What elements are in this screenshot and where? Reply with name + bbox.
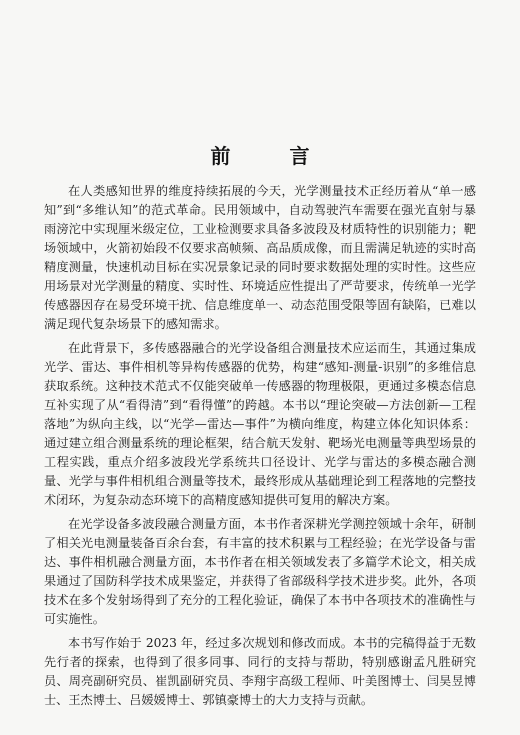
paragraph: 在光学设备多波段融合测量方面，本书作者深耕光学测控领域十余年，研制了相关光电测量装备百余台套，有丰富的技术积累与工程经验；在光学设备与雷达、事件相机融合测量方面，本书作者在相关领域发表了多篇学术论文，相关成果通过了国防科学技术成果鉴定，并获得了省部级科学技术进步奖。此外，各项技术在多个发射场得到了充分的工程化验证，确保了本书中各项技术的准确性与可实施性。 [44,517,476,626]
paragraph: 在此背景下，多传感器融合的光学设备组合测量技术应运而生，其通过集成光学、雷达、事件相机等异构传感器的优势，构建“感知-测量-识别”的多维信息获取系统。这种技术范式不仅能突破单一传感器的物理极限，更通过多模态信息互补实现了从“看得清”到“看得懂”的跨越。本书以“理论突破—方法创新—工程落地”为纵向主线，以“光学—雷达—事件”为横向维度，构建立体化知识体系：通过建立组合测量系统的理论框架，结合航天发射、靶场光电测量等典型场景的工程实践，重点介绍多波段光学系统共口径设计、光学与雷达的多模态融合测量、光学与事件相机组合测量等技术，最终形成从基础理论到工程落地的完整技术闭环，为复杂动态环境下的高精度感知提供可复用的解决方案。 [44,341,476,507]
preface-body [44,182,476,715]
paragraph: 在人类感知世界的维度持续拓展的今天，光学测量技术正经历着从“单一感知”到“多维认知”的范式革命。民用领域中，自动驾驶汽车需要在强光直射与暴雨滂沱中实现厘米级定位，工业检测要求具备多波段及材质特性的识别能力；靶场领域中，火箭初始段不仅要求高帧频、高品质成像，而且需满足轨迹的实时高精度测量，快速机动目标在实况景象记录的同时要求数据处理的实时性。这些应用场景对光学测量的精度、实时性、环境适应性提出了严苛要求，传统单一光学传感器因存在易受环境干扰、信息维度单一、动态范围受限等固有缺陷，已难以满足现代复杂场景下的感知需求。 [44,184,476,331]
paragraph: 本书写作始于 2023 年，经过多次规划和修改而成。本书的完稿得益于无数先行者的探索，也得到了很多同事、同行的支持与帮助，特别感谢孟凡胜研究员、周亮副研究员、崔凯副研究员、李翔宇高级工程师、叶美图博士、闫昊昱博士、王杰博士、吕媛媛博士、郭镇豪博士的大力支持与贡献。 [44,636,476,707]
page-title: 前 言 [210,144,336,168]
